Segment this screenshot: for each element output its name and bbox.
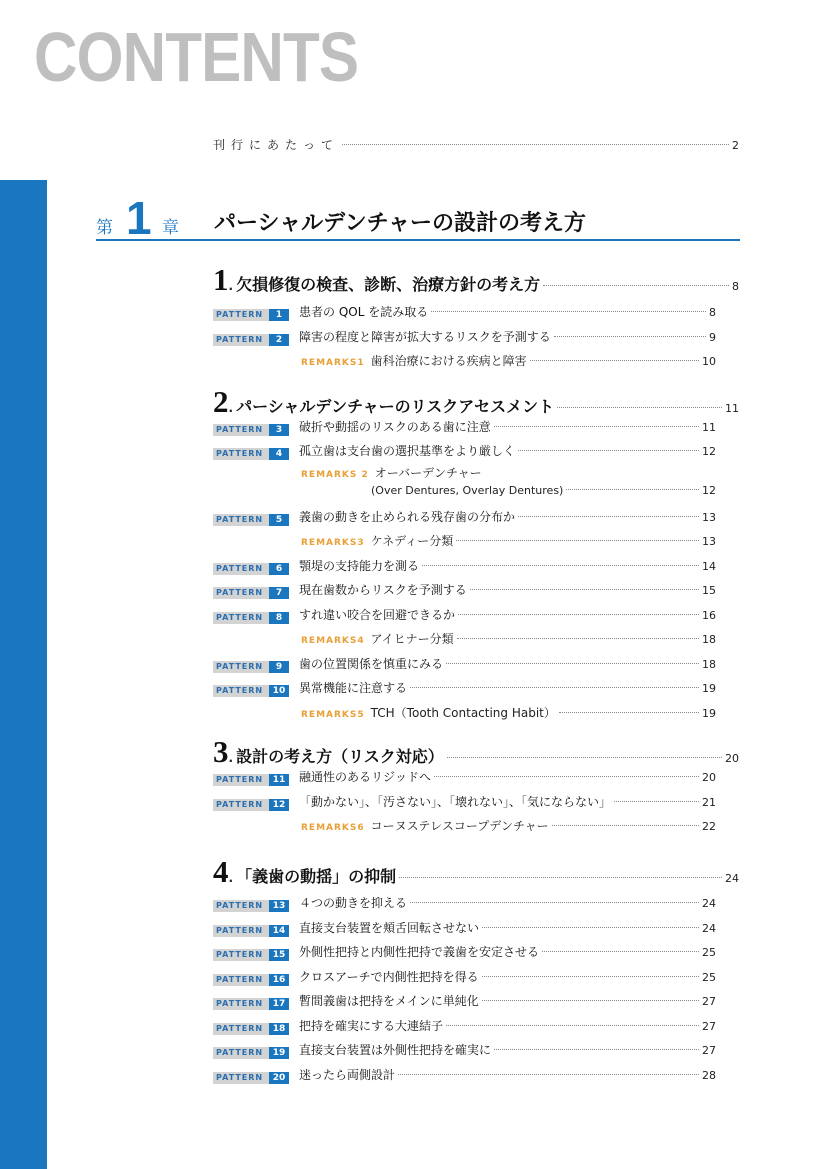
pattern-title: 把持を確実にする大連結子 (299, 1019, 444, 1033)
remark-label: REMARKS5 (301, 710, 365, 720)
chapter-number: 1 (126, 192, 152, 244)
leader-dots (482, 927, 699, 928)
toc-pattern-12[interactable] (213, 793, 716, 810)
section-dot: . (228, 871, 234, 885)
toc-pattern-11[interactable] (213, 768, 716, 785)
page-number: 22 (702, 820, 716, 833)
pattern-badge-number: 2 (269, 334, 289, 346)
pattern-badge-number: 11 (269, 774, 289, 786)
leader-dots (542, 951, 699, 952)
toc-pattern-19[interactable] (213, 1041, 716, 1058)
pattern-badge (213, 612, 289, 624)
toc-pattern-15[interactable] (213, 943, 716, 960)
leader-dots (422, 565, 699, 566)
pattern-badge-label: PATTERN (213, 612, 269, 624)
leader-dots (552, 825, 699, 826)
pattern-badge-label: PATTERN (213, 334, 269, 346)
pattern-badge-number: 9 (269, 661, 289, 673)
pattern-badge-number: 17 (269, 998, 289, 1010)
toc-pattern-9[interactable] (213, 655, 716, 672)
page-number: 28 (702, 1069, 716, 1082)
pattern-badge-label: PATTERN (213, 563, 269, 575)
pattern-badge-number: 14 (269, 925, 289, 937)
toc-pattern-16[interactable] (213, 968, 716, 985)
leader-dots (434, 776, 699, 777)
leader-dots (431, 311, 706, 312)
pattern-title: 「動かない」、「汚さない」、「壊れない」、「気にならない」 (299, 795, 612, 809)
toc-entry-preface[interactable] (213, 136, 739, 153)
remark-label: REMARKS1 (301, 358, 365, 368)
page-number: 25 (702, 946, 716, 959)
pattern-badge (213, 685, 289, 697)
leader-dots (543, 285, 729, 286)
remark-label: REMARKS3 (301, 538, 365, 548)
leader-dots (494, 426, 699, 427)
toc-pattern-7[interactable] (213, 581, 716, 598)
pattern-badge-number: 15 (269, 949, 289, 961)
section-number: 2 (213, 384, 229, 419)
leader-dots (398, 1074, 699, 1075)
section-title: 設計の考え方（リスク対応） (236, 747, 444, 766)
preface-label: 刊行にあたって (213, 138, 340, 152)
pattern-badge (213, 900, 289, 912)
pattern-title: 障害の程度と障害が拡大するリスクを予測する (299, 330, 551, 344)
pattern-badge-number: 8 (269, 612, 289, 624)
pattern-title: すれ違い咬合を回避できるか (299, 608, 456, 622)
pattern-badge (213, 799, 289, 811)
page-number: 13 (702, 511, 716, 524)
page-number: 24 (725, 872, 739, 885)
leader-dots (557, 407, 722, 408)
page-number: 13 (702, 535, 716, 548)
pattern-badge-number: 4 (269, 448, 289, 460)
pattern-badge-label: PATTERN (213, 1072, 269, 1084)
pattern-badge-label: PATTERN (213, 998, 269, 1010)
section-dot: . (228, 751, 234, 765)
toc-section-4[interactable] (213, 854, 739, 889)
remark-title: TCH（Tooth Contacting Habit） (370, 706, 556, 720)
pattern-title: 融通性のあるリジッドへ (299, 770, 432, 784)
toc-remark-1[interactable] (301, 352, 716, 369)
pattern-badge-label: PATTERN (213, 949, 269, 961)
pattern-badge (213, 448, 289, 460)
pattern-title: 顎堤の支持能力を測る (299, 559, 420, 573)
pattern-title: クロスアーチで内側性把持を得る (299, 970, 479, 984)
pattern-title: 外側性把持と内側性把持で義歯を安定させる (299, 945, 540, 959)
pattern-badge-label: PATTERN (213, 587, 269, 599)
toc-pattern-5[interactable] (213, 508, 716, 525)
toc-pattern-8[interactable] (213, 606, 716, 623)
pattern-title: 歯の位置関係を慎重にみる (299, 657, 444, 671)
pattern-badge-label: PATTERN (213, 774, 269, 786)
toc-pattern-18[interactable] (213, 1017, 716, 1034)
toc-section-3[interactable] (213, 734, 739, 769)
side-accent-bar (0, 180, 47, 1169)
page-number: 10 (702, 355, 716, 368)
pattern-badge-label: PATTERN (213, 309, 269, 321)
page-number: 19 (702, 682, 716, 695)
toc-pattern-3[interactable] (213, 418, 716, 435)
leader-dots (457, 638, 699, 639)
toc-pattern-14[interactable] (213, 919, 716, 936)
pattern-badge-number: 13 (269, 900, 289, 912)
section-dot: . (228, 401, 234, 415)
page-number: 20 (725, 752, 739, 765)
chapter-prefix: 第 (96, 218, 113, 238)
pattern-title: ４つの動きを抑える (299, 896, 408, 910)
pattern-badge-label: PATTERN (213, 661, 269, 673)
toc-pattern-4[interactable] (213, 442, 716, 459)
toc-remark-5[interactable] (301, 704, 716, 721)
toc-pattern-6[interactable] (213, 557, 716, 574)
remark-label: REMARKS4 (301, 636, 365, 646)
toc-pattern-1[interactable] (213, 303, 716, 320)
pattern-title: 破折や動揺のリスクのある歯に注意 (299, 420, 491, 434)
pattern-badge-number: 3 (269, 424, 289, 436)
pattern-badge-number: 10 (269, 685, 289, 697)
toc-remark-4[interactable] (301, 630, 716, 647)
pattern-title: 迷ったら両側設計 (299, 1068, 396, 1082)
remark-line-1 (301, 464, 716, 481)
remark-title: コーヌステレスコープデンチャー (370, 819, 549, 833)
pattern-badge (213, 309, 289, 321)
page-number: 19 (702, 707, 716, 720)
page-number: 9 (709, 331, 716, 344)
pattern-badge (213, 563, 289, 575)
toc-section-1[interactable] (213, 262, 739, 297)
pattern-badge (213, 424, 289, 436)
page-number: 25 (702, 971, 716, 984)
pattern-badge (213, 334, 289, 346)
pattern-badge (213, 925, 289, 937)
leader-dots (446, 663, 699, 664)
pattern-badge-number: 18 (269, 1023, 289, 1035)
page-number: 8 (709, 306, 716, 319)
pattern-badge-label: PATTERN (213, 448, 269, 460)
pattern-title: 暫間義歯は把持をメインに単純化 (299, 994, 479, 1008)
page-number: 27 (702, 1020, 716, 1033)
toc-pattern-13[interactable] (213, 894, 716, 911)
pattern-badge-label: PATTERN (213, 1047, 269, 1059)
pattern-title: 現在歯数からリスクを予測する (299, 583, 467, 597)
page-number: 12 (702, 484, 716, 497)
pattern-badge (213, 1023, 289, 1035)
page-number: 27 (702, 995, 716, 1008)
pattern-badge-number: 7 (269, 587, 289, 599)
remark-subtitle: (Over Dentures, Overlay Dentures) (371, 484, 564, 497)
pattern-badge-number: 16 (269, 974, 289, 986)
leader-dots (530, 360, 699, 361)
pattern-badge-label: PATTERN (213, 424, 269, 436)
section-dot: . (228, 279, 234, 293)
toc-pattern-2[interactable] (213, 328, 716, 345)
pattern-badge (213, 974, 289, 986)
page-number: 21 (702, 796, 716, 809)
pattern-badge-number: 6 (269, 563, 289, 575)
leader-dots (494, 1049, 699, 1050)
pattern-badge-label: PATTERN (213, 974, 269, 986)
remark-title: オーバーデンチャー (374, 466, 482, 480)
contents-heading: CONTENTS (34, 18, 359, 96)
page-number: 24 (702, 922, 716, 935)
toc-remark-2[interactable] (301, 464, 716, 497)
pattern-badge-label: PATTERN (213, 925, 269, 937)
page-number: 18 (702, 633, 716, 646)
toc-remark-3[interactable] (301, 532, 716, 549)
remark-label: REMARKS6 (301, 823, 365, 833)
pattern-badge-number: 5 (269, 514, 289, 526)
pattern-title: 直接支台装置は外側性把持を確実に (299, 1043, 492, 1057)
page-number: 11 (702, 421, 716, 434)
section-number: 1 (213, 262, 229, 297)
chapter-heading (96, 192, 740, 244)
leader-dots (456, 540, 699, 541)
pattern-badge-label: PATTERN (213, 514, 269, 526)
leader-dots (614, 801, 699, 802)
leader-dots (518, 450, 699, 451)
remark-label: REMARKS 2 (301, 470, 369, 480)
leader-dots (518, 516, 699, 517)
page-number: 11 (725, 402, 739, 415)
pattern-badge-number: 20 (269, 1072, 289, 1084)
pattern-title: 異常機能に注意する (299, 681, 408, 695)
page-number: 20 (702, 771, 716, 784)
leader-dots (482, 976, 699, 977)
leader-dots (482, 1000, 699, 1001)
toc-pattern-10[interactable] (213, 679, 716, 696)
section-title: パーシャルデンチャーのリスクアセスメント (236, 397, 555, 416)
toc-pattern-20[interactable] (213, 1066, 716, 1083)
page-number: 16 (702, 609, 716, 622)
toc-section-2[interactable] (213, 384, 739, 419)
page-number: 18 (702, 658, 716, 671)
page-number: 14 (702, 560, 716, 573)
pattern-badge-label: PATTERN (213, 900, 269, 912)
leader-dots (559, 712, 699, 713)
pattern-title: 義歯の動きを止められる残存歯の分布か (299, 510, 516, 524)
page-number: 2 (732, 139, 739, 152)
pattern-badge-number: 19 (269, 1047, 289, 1059)
section-title: 欠損修復の検査、診断、治療方針の考え方 (236, 275, 541, 294)
leader-dots (566, 489, 699, 490)
pattern-badge-label: PATTERN (213, 1023, 269, 1035)
section-title: 「義歯の動揺」の抑制 (236, 867, 397, 886)
pattern-badge (213, 1072, 289, 1084)
page-number: 24 (702, 897, 716, 910)
pattern-title: 直接支台装置を頬舌回転させない (299, 921, 480, 935)
page-number: 15 (702, 584, 716, 597)
section-number: 3 (213, 734, 229, 769)
toc-remark-6[interactable] (301, 817, 716, 834)
chapter-title: パーシャルデンチャーの設計の考え方 (214, 211, 587, 236)
chapter-suffix: 章 (162, 218, 179, 238)
pattern-badge (213, 587, 289, 599)
pattern-badge (213, 1047, 289, 1059)
pattern-badge-number: 12 (269, 799, 289, 811)
pattern-title: 孤立歯は支台歯の選択基準をより厳しく (299, 444, 516, 458)
page-number: 8 (732, 280, 739, 293)
pattern-badge (213, 514, 289, 526)
page-number: 12 (702, 445, 716, 458)
leader-dots (554, 336, 706, 337)
leader-dots (410, 902, 699, 903)
pattern-badge (213, 774, 289, 786)
pattern-badge (213, 998, 289, 1010)
leader-dots (447, 757, 722, 758)
pattern-title: 患者の QOL を読み取る (299, 305, 429, 319)
leader-dots (410, 687, 699, 688)
toc-pattern-17[interactable] (213, 992, 716, 1009)
pattern-badge-number: 1 (269, 309, 289, 321)
remark-title: 歯科治療における疾病と障害 (370, 354, 527, 368)
leader-dots (458, 614, 699, 615)
pattern-badge-label: PATTERN (213, 685, 269, 697)
remark-title: アイヒナー分類 (370, 632, 454, 646)
remark-title: ケネディー分類 (370, 534, 454, 548)
pattern-badge-label: PATTERN (213, 799, 269, 811)
pattern-badge (213, 949, 289, 961)
pattern-badge (213, 661, 289, 673)
leader-dots (446, 1025, 699, 1026)
leader-dots (399, 877, 722, 878)
page-number: 27 (702, 1044, 716, 1057)
section-number: 4 (213, 854, 229, 889)
leader-dots (470, 589, 699, 590)
remark-line-2 (301, 484, 716, 497)
leader-dots (342, 144, 729, 145)
